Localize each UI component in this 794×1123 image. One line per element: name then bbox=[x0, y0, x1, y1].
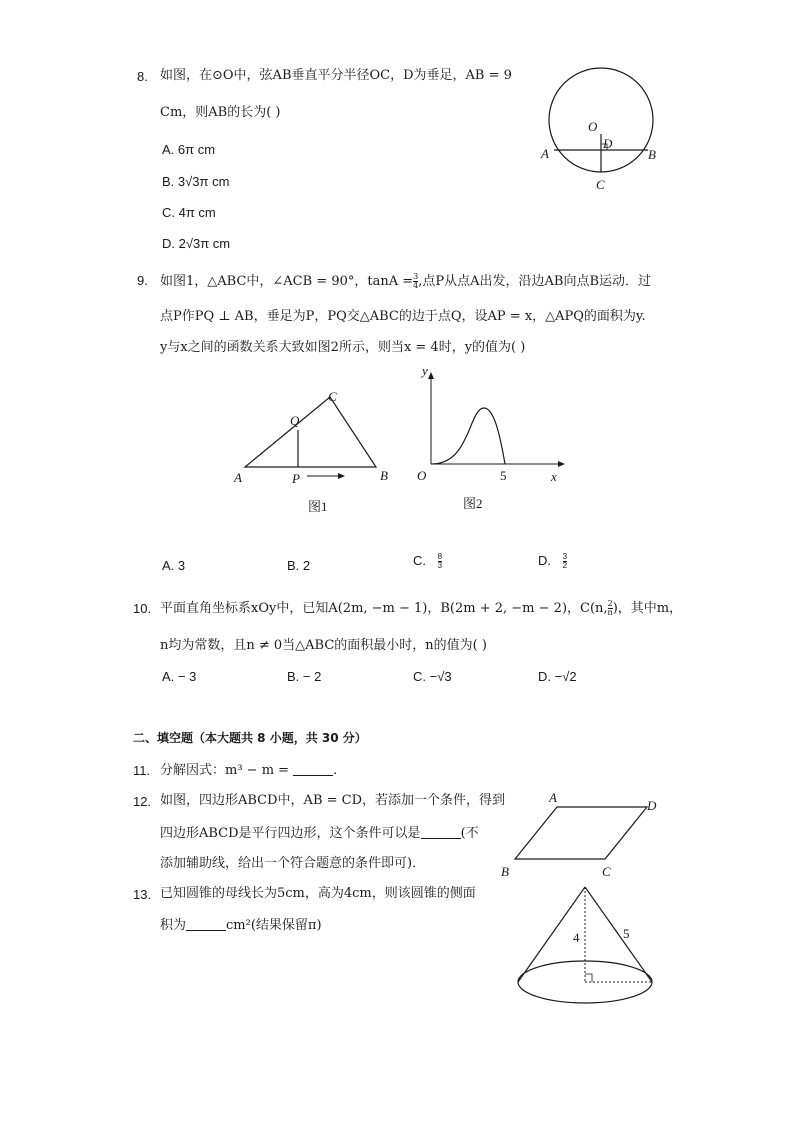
y-axis-arrow bbox=[428, 372, 434, 379]
fig2-caption: 图2 bbox=[463, 496, 483, 511]
function-curve bbox=[431, 408, 505, 464]
q9-option-d-den: 2 bbox=[562, 561, 568, 570]
q13-line1: 已知圆锥的母线长为5cm，高为4cm，则该圆锥的侧面 bbox=[160, 886, 476, 901]
q11-text-start: 分解因式：m³ − m = bbox=[160, 763, 290, 778]
q10-number: 10. bbox=[133, 601, 152, 616]
q9-option-d-fraction bbox=[563, 553, 567, 570]
q9-number: 9. bbox=[137, 273, 148, 288]
q12-answer-blank[interactable] bbox=[421, 826, 461, 839]
q10-line1 bbox=[160, 600, 682, 617]
label-b: B bbox=[648, 147, 656, 162]
q8-line1: 如图，在⊙O中，弦AB垂直平分半径OC，D为垂足，AB = 9 bbox=[160, 68, 512, 83]
q9-line1-start: 如图1，△ABC中，∠ACB = 90°，tanA = bbox=[160, 274, 414, 289]
fig2-label-y: y bbox=[422, 363, 428, 378]
q12-line2-start: 四边形ABCD是平行四边形，这个条件可以是 bbox=[160, 826, 421, 841]
q13-line2-start: 积为 bbox=[160, 918, 187, 933]
q10-option-a[interactable]: A. − 3 bbox=[162, 669, 197, 684]
cone-slant-label: 5 bbox=[623, 926, 630, 941]
fig2-label-o: O bbox=[417, 468, 427, 483]
fig1-caption: 图1 bbox=[308, 499, 328, 514]
fig1-label-a: A bbox=[234, 470, 242, 485]
arrow-head bbox=[338, 473, 345, 479]
q13-line2-end: cm²(结果保留π) bbox=[226, 918, 322, 933]
q9-tan-den: 4 bbox=[413, 281, 419, 290]
q9-line3: y与x之间的函数关系大致如图2所示，则当x = 4时，y的值为( ) bbox=[160, 340, 526, 355]
q12-line1: 如图，四边形ABCD中，AB = CD，若添加一个条件，得到 bbox=[160, 793, 506, 808]
q10-c-num: 2 bbox=[607, 599, 613, 608]
q8-option-d[interactable]: D. 2√3π cm bbox=[162, 236, 231, 251]
cone-right-angle-mark bbox=[585, 974, 592, 982]
q11-text-end: . bbox=[333, 763, 338, 778]
q13-cone-figure bbox=[510, 880, 670, 1010]
q11-answer-blank[interactable] bbox=[293, 763, 333, 776]
q9-line1 bbox=[160, 273, 651, 290]
q9-option-d[interactable] bbox=[538, 553, 567, 570]
q9-option-c[interactable] bbox=[413, 553, 442, 570]
triangle-abc bbox=[245, 397, 376, 467]
fig1-label-p: P bbox=[292, 471, 300, 486]
q13-number: 13. bbox=[133, 887, 152, 902]
q12-parallelogram-figure bbox=[495, 790, 670, 885]
q10-option-c[interactable]: C. −√3 bbox=[413, 669, 452, 684]
fig2-label-5: 5 bbox=[500, 468, 507, 483]
q9-option-c-num: 8 bbox=[437, 552, 443, 561]
q12-label-a: A bbox=[549, 790, 557, 805]
q11-number: 11. bbox=[133, 763, 151, 778]
cone-height-label: 4 bbox=[573, 930, 580, 945]
fig1-label-c: C bbox=[328, 389, 337, 404]
parallelogram-abcd bbox=[515, 807, 647, 859]
q11-text bbox=[160, 763, 337, 777]
label-o: O bbox=[588, 119, 598, 134]
q8-option-a[interactable]: A. 6π cm bbox=[162, 142, 216, 157]
q9-figure-1 bbox=[230, 385, 400, 520]
q9-line1-end: ,点P从点A出发，沿边AB向点B运动．过 bbox=[418, 274, 651, 289]
q9-option-d-num: 3 bbox=[562, 552, 568, 561]
q9-option-c-den: 3 bbox=[437, 561, 443, 570]
fig2-label-x: x bbox=[551, 469, 557, 484]
q8-number: 8. bbox=[137, 69, 148, 84]
q10-c-den: n bbox=[607, 608, 613, 617]
q12-line2 bbox=[160, 826, 479, 840]
q9-figure-2 bbox=[410, 365, 570, 515]
q9-option-c-prefix: C. bbox=[413, 552, 426, 568]
q9-option-a[interactable]: A. 3 bbox=[162, 558, 186, 573]
q8-option-b[interactable]: B. 3√3π cm bbox=[162, 174, 230, 189]
cone-right-slant bbox=[585, 887, 652, 982]
q12-label-d: D bbox=[647, 798, 657, 813]
q10-option-b[interactable]: B. − 2 bbox=[287, 669, 322, 684]
q9-tan-num: 3 bbox=[413, 272, 419, 281]
q13-answer-blank[interactable] bbox=[186, 918, 226, 931]
section-2-title: 二、填空题（本大题共 8 小题，共 30 分） bbox=[133, 731, 367, 745]
q12-number: 12. bbox=[133, 794, 152, 809]
fig1-label-b: B bbox=[380, 468, 388, 483]
q12-line3: 添加辅助线，给出一个符合题意的条件即可)． bbox=[160, 856, 426, 871]
fig1-label-q: Q bbox=[290, 413, 300, 428]
q9-option-b[interactable]: B. 2 bbox=[287, 558, 311, 573]
q10-option-d[interactable]: D. −√2 bbox=[538, 669, 577, 684]
q9-option-c-fraction bbox=[438, 553, 442, 570]
q9-line2: 点P作PQ ⊥ AB，垂足为P，PQ交△ABC的边于点Q，设AP = x，△APQ的面积为y. bbox=[160, 309, 646, 324]
q10-line1-end: )，其中m， bbox=[612, 601, 683, 616]
q12-line2-end: (不 bbox=[460, 826, 479, 841]
q8-line2: Cm，则AB的长为( ) bbox=[160, 105, 281, 120]
q8-circle-figure bbox=[530, 60, 670, 200]
q12-label-c: C bbox=[602, 864, 611, 879]
label-c: C bbox=[596, 177, 605, 192]
q8-option-c[interactable]: C. 4π cm bbox=[162, 205, 216, 220]
q10-line2: n均为常数，且n ≠ 0当△ABC的面积最小时，n的值为( ) bbox=[160, 638, 487, 653]
x-axis-arrow bbox=[558, 461, 565, 467]
label-d: D bbox=[603, 136, 613, 151]
q13-line2 bbox=[160, 918, 322, 932]
q12-label-b: B bbox=[501, 864, 509, 879]
q9-option-d-prefix: D. bbox=[538, 552, 551, 568]
label-a: A bbox=[541, 146, 549, 161]
q10-line1-start: 平面直角坐标系xOy中，已知A(2m, −m − 1)，B(2m + 2, −m − 2)，C(n, bbox=[160, 601, 608, 616]
